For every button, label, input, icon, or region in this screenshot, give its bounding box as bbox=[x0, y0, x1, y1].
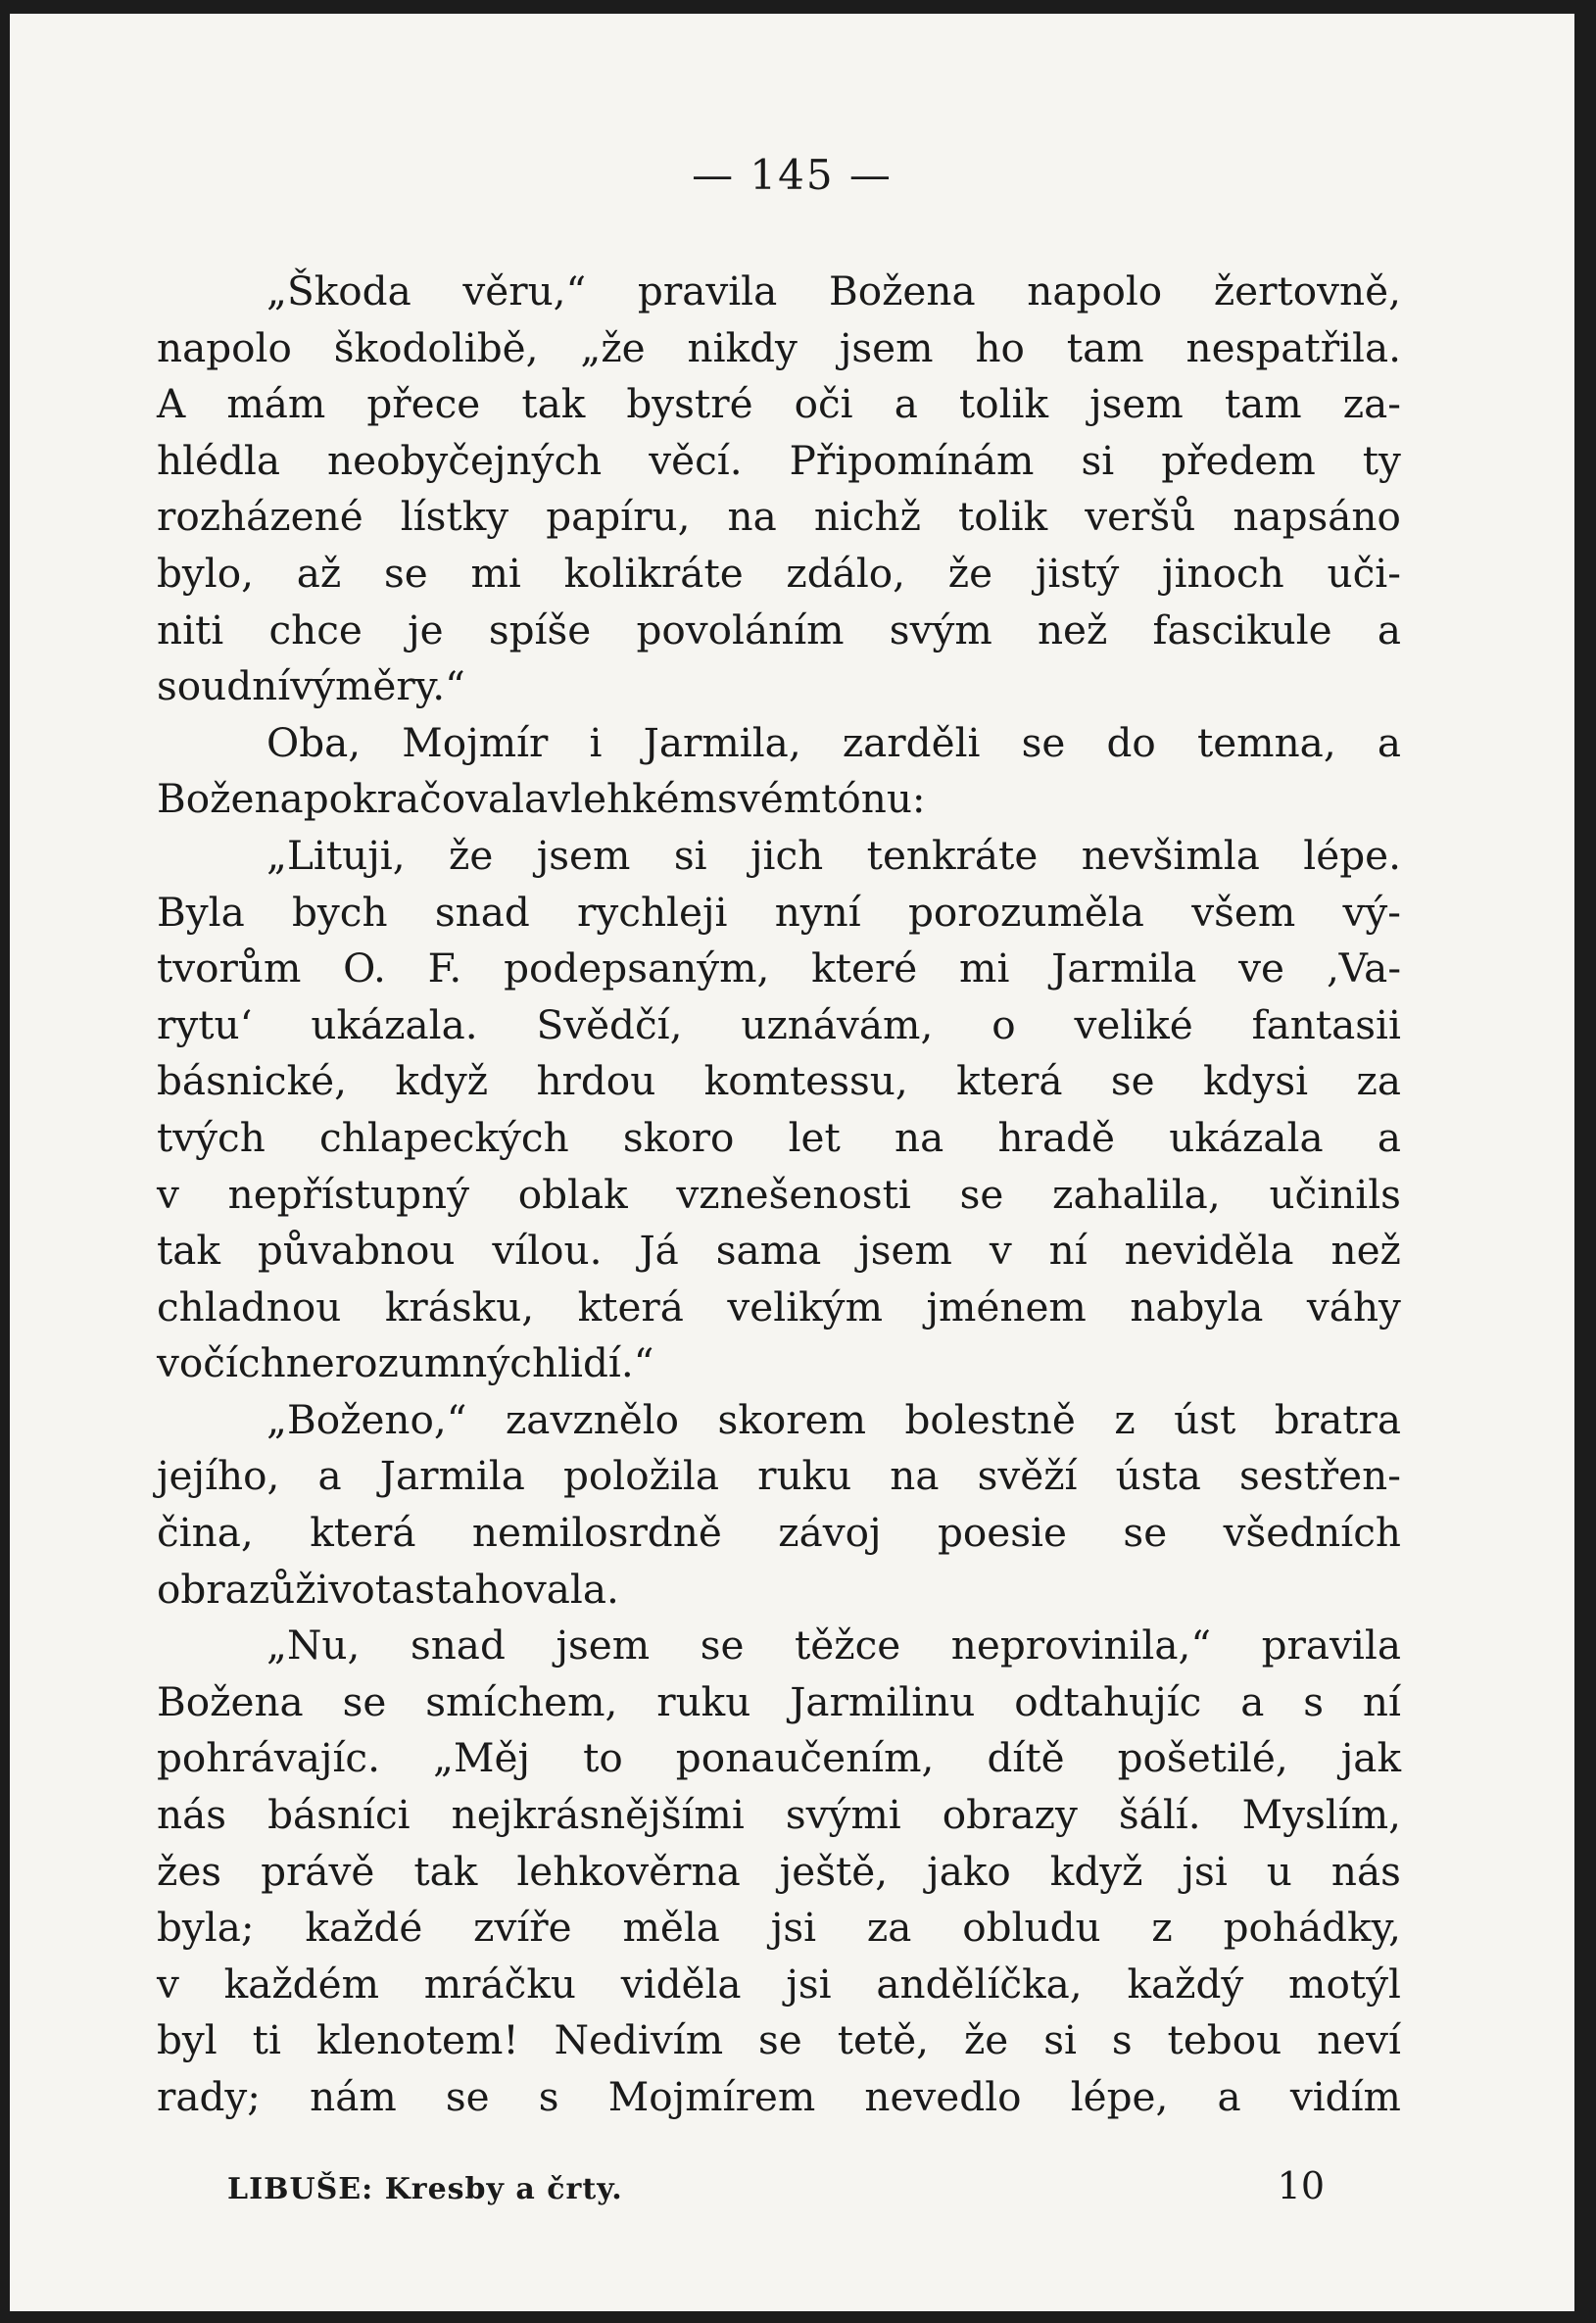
page-footer bbox=[227, 2154, 1325, 2207]
word: očích bbox=[178, 1339, 286, 1387]
text-line bbox=[157, 376, 1401, 433]
text-line bbox=[157, 320, 1401, 377]
word: a bbox=[894, 380, 918, 428]
word: napolo bbox=[157, 323, 292, 371]
word: jsem bbox=[536, 831, 631, 879]
text-line bbox=[157, 1674, 1401, 1731]
gathering-number: 10 bbox=[1277, 2164, 1325, 2207]
word: nevedlo bbox=[864, 2073, 1022, 2120]
text-line bbox=[157, 997, 1401, 1054]
word: se bbox=[1110, 1057, 1155, 1105]
text-line bbox=[157, 828, 1401, 885]
word: na bbox=[895, 1113, 944, 1161]
word: niti bbox=[157, 605, 224, 653]
word: všedních bbox=[1223, 1509, 1401, 1557]
word: závoj bbox=[778, 1509, 882, 1557]
text-line bbox=[157, 1448, 1401, 1505]
word: pravila bbox=[637, 267, 778, 315]
word: chlapeckých bbox=[319, 1113, 569, 1161]
word: let bbox=[788, 1113, 841, 1161]
word: sama bbox=[715, 1227, 822, 1275]
word: papíru, bbox=[546, 493, 691, 541]
word: tvých bbox=[157, 1113, 266, 1161]
body-text bbox=[157, 264, 1401, 2126]
word: hlédla bbox=[157, 436, 281, 484]
text-line bbox=[157, 1110, 1401, 1167]
word: lehkém bbox=[570, 775, 718, 823]
word: nevšimla bbox=[1081, 831, 1260, 879]
word: která bbox=[577, 1282, 684, 1331]
word: krásku, bbox=[384, 1282, 535, 1331]
word: z bbox=[1114, 1395, 1136, 1443]
text-line bbox=[157, 1053, 1401, 1110]
text-line bbox=[157, 1562, 1401, 1619]
word: učinils bbox=[1269, 1170, 1401, 1218]
word: ho bbox=[975, 323, 1025, 371]
word: tenkráte bbox=[866, 831, 1039, 879]
word: bratra bbox=[1274, 1395, 1401, 1443]
word: velikým bbox=[727, 1282, 883, 1331]
word: Mojmírem bbox=[607, 2073, 816, 2120]
word: „Lituji, bbox=[266, 831, 406, 879]
word: ještě, bbox=[779, 1847, 889, 1895]
word: mám bbox=[226, 380, 326, 428]
word: si bbox=[673, 831, 707, 879]
word: tak bbox=[521, 380, 586, 428]
text-line bbox=[157, 1505, 1401, 1562]
word: si bbox=[1043, 2016, 1077, 2064]
word: básníci bbox=[267, 1791, 411, 1839]
word: váhy bbox=[1306, 1282, 1401, 1331]
word: neprovinila,“ bbox=[950, 1621, 1212, 1670]
word: Jarmila bbox=[1051, 944, 1197, 992]
word: života bbox=[295, 1565, 415, 1613]
word: nabyla bbox=[1130, 1282, 1264, 1331]
word: na bbox=[727, 493, 777, 541]
word: „Nu, bbox=[266, 1621, 361, 1670]
word: ukázala. bbox=[311, 1000, 478, 1048]
text-line bbox=[157, 489, 1401, 546]
word: obrazy bbox=[942, 1791, 1078, 1839]
word: Byla bbox=[157, 888, 245, 936]
word: pohádky, bbox=[1223, 1904, 1401, 1952]
word: jsi bbox=[1182, 1847, 1228, 1895]
word: Nedivím bbox=[554, 2016, 724, 2064]
word: porozuměla bbox=[907, 888, 1144, 936]
word: výměry.“ bbox=[290, 662, 465, 710]
word: ty bbox=[1362, 436, 1401, 484]
word: „Škoda bbox=[266, 267, 411, 315]
word: zavznělo bbox=[505, 1395, 680, 1443]
word: hradě bbox=[997, 1113, 1115, 1161]
word: Svědčí, bbox=[536, 1000, 683, 1048]
word: odtahujíc bbox=[1014, 1677, 1202, 1725]
text-line bbox=[157, 1730, 1401, 1787]
word: uznávám, bbox=[741, 1000, 934, 1048]
word: za bbox=[1356, 1057, 1401, 1105]
word: svěží bbox=[977, 1452, 1078, 1500]
word: pravila bbox=[1261, 1621, 1401, 1670]
word: v bbox=[157, 1339, 179, 1387]
word: na bbox=[890, 1452, 940, 1500]
text-line bbox=[157, 1280, 1401, 1336]
text-line bbox=[157, 1787, 1401, 1844]
word: ní bbox=[1048, 1227, 1088, 1275]
word: jsi bbox=[786, 1960, 832, 2008]
word: zarděli bbox=[842, 718, 981, 766]
text-line bbox=[157, 603, 1401, 659]
word: bystré bbox=[626, 380, 753, 428]
word: ti bbox=[252, 2016, 281, 2064]
word: ní bbox=[1362, 1677, 1401, 1725]
word: Oba, bbox=[266, 718, 362, 766]
word: jsem bbox=[839, 323, 934, 371]
text-line bbox=[157, 433, 1401, 490]
word: věru,“ bbox=[462, 267, 587, 315]
word: vílou. bbox=[492, 1227, 603, 1275]
word: se bbox=[445, 2073, 490, 2120]
word: jejího, bbox=[157, 1452, 280, 1500]
word: stahovala. bbox=[414, 1565, 619, 1613]
word: snad bbox=[410, 1621, 506, 1670]
text-line bbox=[157, 1618, 1401, 1674]
word: tam bbox=[1066, 323, 1144, 371]
word: bolestně bbox=[904, 1395, 1076, 1443]
word: a bbox=[1217, 2073, 1241, 2120]
word: každý bbox=[1127, 1960, 1244, 2008]
word: tam bbox=[1224, 380, 1302, 428]
word: nespatřila. bbox=[1185, 323, 1401, 371]
word: tetě, bbox=[837, 2016, 930, 2064]
word: komtessu, bbox=[703, 1057, 908, 1105]
word: ukázala bbox=[1169, 1113, 1324, 1161]
word: hrdou bbox=[536, 1057, 656, 1105]
word: zvíře bbox=[473, 1904, 572, 1952]
text-line bbox=[157, 264, 1401, 320]
word: čina, bbox=[157, 1509, 254, 1557]
word: lépe. bbox=[1303, 831, 1401, 879]
word: „Boženo,“ bbox=[266, 1395, 467, 1443]
page-number: — 145 — bbox=[692, 151, 893, 199]
word: oblak bbox=[517, 1170, 628, 1218]
word: obludu bbox=[962, 1904, 1101, 1952]
word: se bbox=[1021, 718, 1066, 766]
word: všem bbox=[1191, 888, 1296, 936]
word: O. bbox=[343, 944, 386, 992]
word: z bbox=[1151, 1904, 1173, 1952]
text-line bbox=[157, 771, 1401, 828]
word: viděla bbox=[620, 1960, 742, 2008]
word: kdysi bbox=[1203, 1057, 1309, 1105]
word: skoro bbox=[622, 1113, 735, 1161]
word: nikdy bbox=[687, 323, 798, 371]
word: rychleji bbox=[577, 888, 728, 936]
text-line bbox=[157, 2069, 1401, 2126]
text-line bbox=[157, 1900, 1401, 1957]
word: nemilosrdně bbox=[471, 1509, 722, 1557]
word: soudní bbox=[157, 662, 291, 710]
word: a bbox=[317, 1452, 342, 1500]
text-line bbox=[157, 1844, 1401, 1901]
word: jsi bbox=[770, 1904, 817, 1952]
word: jsem bbox=[556, 1621, 651, 1670]
word: chladnou bbox=[157, 1282, 342, 1331]
word: Já bbox=[639, 1227, 679, 1275]
word: motýl bbox=[1288, 1960, 1401, 2008]
word: zdálo, bbox=[786, 549, 906, 597]
word: lidí.“ bbox=[557, 1339, 654, 1387]
word: které bbox=[811, 944, 918, 992]
word: to bbox=[583, 1734, 623, 1782]
word: svém bbox=[717, 775, 822, 823]
word: jistý bbox=[1035, 549, 1120, 597]
word: oči bbox=[794, 380, 853, 428]
word: fascikule bbox=[1152, 605, 1332, 653]
word: vidím bbox=[1289, 2073, 1401, 2120]
word: Připomínám bbox=[789, 436, 1035, 484]
word: napsáno bbox=[1233, 493, 1401, 541]
word: že bbox=[963, 2016, 1009, 2064]
word: až bbox=[296, 549, 342, 597]
word: Jarmila bbox=[379, 1452, 525, 1500]
book-page bbox=[10, 14, 1574, 2311]
word: mráčku bbox=[423, 1960, 576, 2008]
word: veršů bbox=[1085, 493, 1196, 541]
word: s bbox=[1303, 1677, 1325, 1725]
word: bych bbox=[292, 888, 388, 936]
word: tolik bbox=[958, 380, 1049, 428]
word: tak bbox=[413, 1847, 478, 1895]
word: do bbox=[1106, 718, 1156, 766]
word: žertovně, bbox=[1213, 267, 1401, 315]
word: když bbox=[395, 1057, 489, 1105]
word: Božena bbox=[828, 267, 976, 315]
word: poesie bbox=[937, 1509, 1067, 1557]
printer-signature: LIBUŠE: Kresby a črty. bbox=[227, 2172, 623, 2206]
text-line bbox=[157, 1392, 1401, 1449]
word: tolik bbox=[958, 493, 1048, 541]
word: dítě bbox=[987, 1734, 1065, 1782]
word: A bbox=[157, 380, 186, 428]
word: ústa bbox=[1115, 1452, 1201, 1500]
word: tebou bbox=[1167, 2016, 1282, 2064]
word: která bbox=[956, 1057, 1063, 1105]
word: nyní bbox=[774, 888, 861, 936]
word: se bbox=[959, 1170, 1004, 1218]
text-line bbox=[157, 1167, 1401, 1224]
word: než bbox=[1037, 605, 1108, 653]
word: věcí. bbox=[649, 436, 743, 484]
word: každém bbox=[223, 1960, 379, 2008]
word: předem bbox=[1161, 436, 1316, 484]
word: právě bbox=[261, 1847, 375, 1895]
word: neobyčejných bbox=[327, 436, 603, 484]
word: s bbox=[538, 2073, 559, 2120]
word: tak bbox=[157, 1227, 220, 1275]
text-line bbox=[157, 1335, 1401, 1392]
word: podepsaným, bbox=[504, 944, 770, 992]
word: byl bbox=[157, 2016, 218, 2064]
word: jsem bbox=[858, 1227, 952, 1275]
word: pohrávajíc. bbox=[157, 1734, 380, 1782]
word: těžce bbox=[795, 1621, 901, 1670]
word: a bbox=[1377, 605, 1401, 653]
word: sestřen- bbox=[1238, 1452, 1401, 1500]
word: povoláním bbox=[636, 605, 845, 653]
word: svými bbox=[785, 1791, 901, 1839]
word: nám bbox=[310, 2073, 397, 2120]
word: vý- bbox=[1342, 888, 1401, 936]
word: nás bbox=[157, 1791, 227, 1839]
word: ponaučením, bbox=[675, 1734, 935, 1782]
word: nejkrásnějšími bbox=[451, 1791, 745, 1839]
text-line bbox=[157, 658, 1401, 715]
word: veliké bbox=[1074, 1000, 1193, 1048]
word: tónu: bbox=[821, 775, 926, 823]
word: „že bbox=[580, 323, 646, 371]
word: že bbox=[448, 831, 494, 879]
word: jsem bbox=[1089, 380, 1184, 428]
word: žes bbox=[157, 1847, 222, 1895]
word: lístky bbox=[400, 493, 509, 541]
word: se bbox=[700, 1621, 745, 1670]
word: Myslím, bbox=[1241, 1791, 1401, 1839]
word: rady; bbox=[157, 2073, 261, 2120]
word: nepřístupný bbox=[227, 1170, 469, 1218]
word: v bbox=[989, 1227, 1012, 1275]
word: než bbox=[1330, 1227, 1401, 1275]
text-line bbox=[157, 1223, 1401, 1280]
word: a bbox=[1240, 1677, 1265, 1725]
word: bylo, bbox=[157, 549, 255, 597]
word: za bbox=[866, 1904, 912, 1952]
word: v bbox=[157, 1960, 179, 2008]
word: ruku bbox=[656, 1677, 751, 1725]
word: ‚Va- bbox=[1326, 944, 1401, 992]
word: skorem bbox=[717, 1395, 866, 1443]
word: a bbox=[1377, 718, 1401, 766]
word: s bbox=[1111, 2016, 1133, 2064]
word: jako bbox=[927, 1847, 1011, 1895]
word: rozházené bbox=[157, 493, 363, 541]
word: každé bbox=[305, 1904, 423, 1952]
word: úst bbox=[1174, 1395, 1236, 1443]
word: tvorům bbox=[157, 944, 302, 992]
word: lépe, bbox=[1070, 2073, 1169, 2120]
word: jak bbox=[1340, 1734, 1401, 1782]
word: ruku bbox=[757, 1452, 852, 1500]
word: že bbox=[947, 549, 993, 597]
word: fantasii bbox=[1251, 1000, 1401, 1048]
word: v bbox=[548, 775, 571, 823]
word: škodolibě, bbox=[333, 323, 539, 371]
word: klenotem! bbox=[315, 2016, 519, 2064]
word: je bbox=[408, 605, 444, 653]
text-line bbox=[157, 1957, 1401, 2013]
word: svým bbox=[889, 605, 992, 653]
word: neviděla bbox=[1124, 1227, 1294, 1275]
word: Božena bbox=[157, 775, 304, 823]
word: Jarmilinu bbox=[790, 1677, 976, 1725]
word: pošetilé, bbox=[1117, 1734, 1288, 1782]
word: v bbox=[157, 1170, 179, 1218]
word: nerozumných bbox=[285, 1339, 558, 1387]
word: snad bbox=[434, 888, 530, 936]
word: která bbox=[310, 1509, 416, 1557]
word: rytu‘ bbox=[157, 1000, 253, 1048]
word: kolikráte bbox=[563, 549, 744, 597]
word: spíše bbox=[488, 605, 592, 653]
word: ve bbox=[1238, 944, 1284, 992]
word: Mojmír bbox=[402, 718, 549, 766]
word: „Měj bbox=[433, 1734, 531, 1782]
word: mi bbox=[470, 549, 521, 597]
word: o bbox=[991, 1000, 1016, 1048]
word: se bbox=[758, 2016, 802, 2064]
word: jménem bbox=[926, 1282, 1087, 1331]
word: zahalila, bbox=[1052, 1170, 1221, 1218]
word: mi bbox=[959, 944, 1010, 992]
word: položila bbox=[562, 1452, 720, 1500]
word: šálí. bbox=[1118, 1791, 1201, 1839]
text-line bbox=[157, 2012, 1401, 2069]
word: se bbox=[383, 549, 428, 597]
word: temna, bbox=[1196, 718, 1336, 766]
word: F. bbox=[427, 944, 462, 992]
word: byla; bbox=[157, 1904, 255, 1952]
text-line bbox=[157, 715, 1401, 772]
word: pokračovala bbox=[303, 775, 549, 823]
word: lehkověrna bbox=[516, 1847, 741, 1895]
word: chce bbox=[268, 605, 363, 653]
word: Jarmila, bbox=[643, 718, 801, 766]
word: když bbox=[1049, 1847, 1143, 1895]
word: uči- bbox=[1327, 549, 1401, 597]
word: nichž bbox=[813, 493, 921, 541]
word: básnické, bbox=[157, 1057, 347, 1105]
word: Božena bbox=[157, 1677, 304, 1725]
text-line bbox=[157, 546, 1401, 603]
word: se bbox=[1123, 1509, 1168, 1557]
word: přece bbox=[366, 380, 481, 428]
word: si bbox=[1081, 436, 1115, 484]
word: se bbox=[342, 1677, 387, 1725]
word: měla bbox=[622, 1904, 720, 1952]
word: a bbox=[1377, 1113, 1401, 1161]
word: vznešenosti bbox=[676, 1170, 911, 1218]
word: smíchem, bbox=[425, 1677, 618, 1725]
word: u bbox=[1266, 1847, 1292, 1895]
word: nás bbox=[1330, 1847, 1401, 1895]
word: jich bbox=[750, 831, 824, 879]
word: i bbox=[589, 718, 603, 766]
word: napolo bbox=[1027, 267, 1163, 315]
text-line bbox=[157, 941, 1401, 997]
word: za- bbox=[1342, 380, 1401, 428]
word: andělíčka, bbox=[876, 1960, 1083, 2008]
text-line bbox=[157, 885, 1401, 942]
word: jinoch bbox=[1162, 549, 1284, 597]
word: obrazů bbox=[157, 1565, 296, 1613]
word: půvabnou bbox=[257, 1227, 456, 1275]
word: neví bbox=[1317, 2016, 1401, 2064]
